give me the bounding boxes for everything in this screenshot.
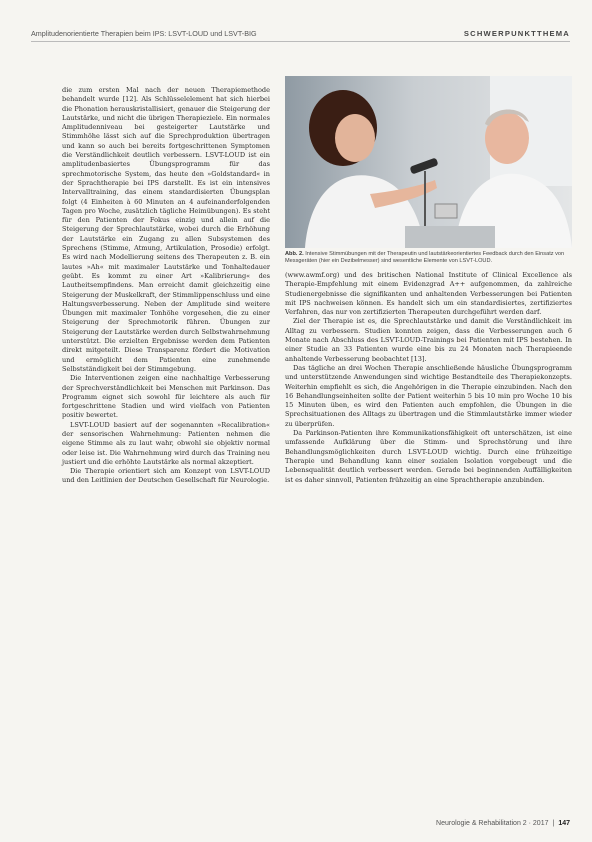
- figure-photo: [285, 76, 572, 248]
- left-paragraph-2: Die Interventionen zeigen eine nachhaltige Verbesserung der Sprechverständlichkeit bei Menschen mit Parkinson. Das Programm eignet sich sowohl für leichtere als auch für fortgeschrittene Stadien und wird vielfach von Patienten positiv bewertet.: [62, 374, 270, 420]
- right-paragraph-2: Ziel der Therapie ist es, die Sprechlautstärke und damit die Verständlichkeit im Alltag zu verbessern. Studien konnten zeigen, dass die Verbesserungen auch 6 Monate nach Abschluss des LSVT-LOUD-Trainings bei Patienten mit IPS bestehen. In einer Studie an 33 Patienten wurde eine bis zu 24 Monaten nach Therapieende anhaltende Verbesserung beobachtet [13].: [285, 317, 572, 363]
- running-title: Amplitudenorientierte Therapien beim IPS: LSVT-LOUD und LSVT-BIG: [31, 28, 257, 38]
- therapy-session-illustration: [285, 76, 572, 248]
- right-column: [285, 271, 572, 801]
- section-label: SCHWERPUNKTTHEMA: [463, 28, 570, 38]
- table: [405, 226, 495, 248]
- running-header: [31, 26, 570, 40]
- page-footer: [436, 820, 570, 827]
- left-paragraph-4: Die Therapie orientiert sich am Konzept von LSVT-LOUD und den Leitlinien der Deutschen Gesellschaft für Neurologie.: [62, 467, 270, 485]
- right-paragraph-1: (www.awmf.org) und des britischen National Institute of Clinical Excellence als Therapie-Empfehlung mit einem Evidenzgrad A++ aufgenommen, da zahlreiche Studienergebnisse die signifikanten und anhaltenden Verbesserungen bei Patienten mit IPS nachweisen können. Es handelt sich um ein standardisiertes, zertifiziertes Verfahren, das nur von zertifizierten Therapeuten durchgeführt werden darf.: [285, 271, 572, 317]
- footer-separator: |: [552, 820, 555, 827]
- caption-label: Abb. 2.: [285, 251, 304, 257]
- right-paragraph-4: Da Parkinson-Patienten ihre Kommunikationsfähigkeit oft unterschätzen, ist eine umfassende Aufklärung über die Stimm- und Sprechstörung und ihre Behandlungsmöglichkeiten durch LSVT-LOUD wichtig. Durch eine frühzeitige Therapie und Behandlung kann einer sozialen Isolation vorgebeugt und die Lebensqualität deutlich verbessert werden. Gerade bei beginnenden Auffälligkeiten ist es daher sinnvoll, Patienten frühzeitig an eine Sprachtherapie anzubinden.: [285, 429, 572, 484]
- left-paragraph-1: die zum ersten Mal nach der neuen Therapiemethode behandelt wurde [12]. Als Schlüsselelement hat sich hierbei die Phonation herauskristallisiert, genauer die Steigerung der Lautstärke, und nicht die übrigen Therapieziele. Ein normales Amplitudenniveau bei gesteigerter Lautstärke und Stimmhöhe lässt sich auf die Sprechproduktion übertragen und kann so auch bei bereits fortgeschrittenen Symptomen die Verständlichkeit deutlich verbessern. LSVT-LOUD ist ein amplitudenbasiertes Übungsprogramm für das sprechmotorische System, das heute den »Goldstandard« in der Sprachtherapie bei IPS darstellt. Es ist ein intensives Intervalltraining, das einem standardisierten Übungsplan folgt (4 Einheiten à 60 Minuten an 4 aufeinanderfolgenden Tagen pro Woche, zusätzlich tägliche Heimübungen). Es steht für den Patienten der Fokus einzig und allein auf die Steigerung der Sprechlautstärke, wobei durch die Erhöhung der Lautstärke ein Zugang zu allen Subsystemen des Sprechens (Stimme, Atmung, Artikulation, Prosodie) erfolgt. Es wird nach Modellierung seitens des Therapeuten z. B. ein lautes »Ah« mit maximaler Lautstärke und Tonhaltedauer geübt. Es kommt zu einer Art »Kalibrierung« des Lautheitsempfindens. Man erreicht damit gleichzeitig eine Steigerung der Muskelkraft, der Stimmlippenschluss und eine Haltungsverbesserung. Neben der Amplitude sind weitere Übungen mit maximaler Tonhöhe vorgesehen, die zu einer Steigerung der Sprechmotorik führen. Übungen zur Steigerung der Lautstärke werden durch Selbstwahrnehmung unterstützt. Die erzielten Ergebnisse werden dem Patienten direkt mitgeteilt. Diese Transparenz fördert die Motivation und ermöglicht dem Patienten eine zunehmende Selbstständigkeit bei der Stimmgebung.: [62, 86, 270, 373]
- journal-name: Neurologie & Rehabilitation 2 · 2017: [436, 820, 549, 827]
- header-divider: [31, 41, 570, 42]
- left-paragraph-3: LSVT-LOUD basiert auf der sogenannten »Recalibration« der sensorischen Wahrnehmung: Patienten nehmen die eigene Stimme als zu laut wahr, obwohl sie objektiv normal oder leise ist. Die Wahrnehmung wird durch das Training neu justiert und die erhöhte Lautstärke als normal akzeptiert.: [62, 420, 270, 466]
- therapist-face: [335, 114, 375, 162]
- page-number: 147: [558, 820, 570, 827]
- right-paragraph-3: Das tägliche an drei Wochen Therapie anschließende häusliche Übungsprogramm und unterstützende Anwendungen sind wichtige Bestandteile des Therapiekonzepts. Weiterhin empfiehlt es sich, die Angehörigen in die Therapie einzubinden. Nach den 16 Behandlungseinheiten sollte der Patient weiterhin 5 bis 10 min pro Woche 10 bis 15 Minuten üben, es wird den Patienten auch empfohlen, die Übungen in die Sprechsituationen des Alltags zu übertragen und die Stimmlautstärke immer wieder zu überprüfen.: [285, 363, 572, 428]
- figure-caption: [285, 251, 572, 265]
- left-column: [62, 86, 270, 826]
- decibel-meter: [435, 204, 457, 218]
- caption-text: Intensive Stimmübungen mit der Therapeutin und lautstärkeorientiertes Feedback durch den Einsatz von Messgeräten (hier ein Dezibelmesser) sind wesentliche Elemente von LSVT-LOUD.: [285, 251, 565, 264]
